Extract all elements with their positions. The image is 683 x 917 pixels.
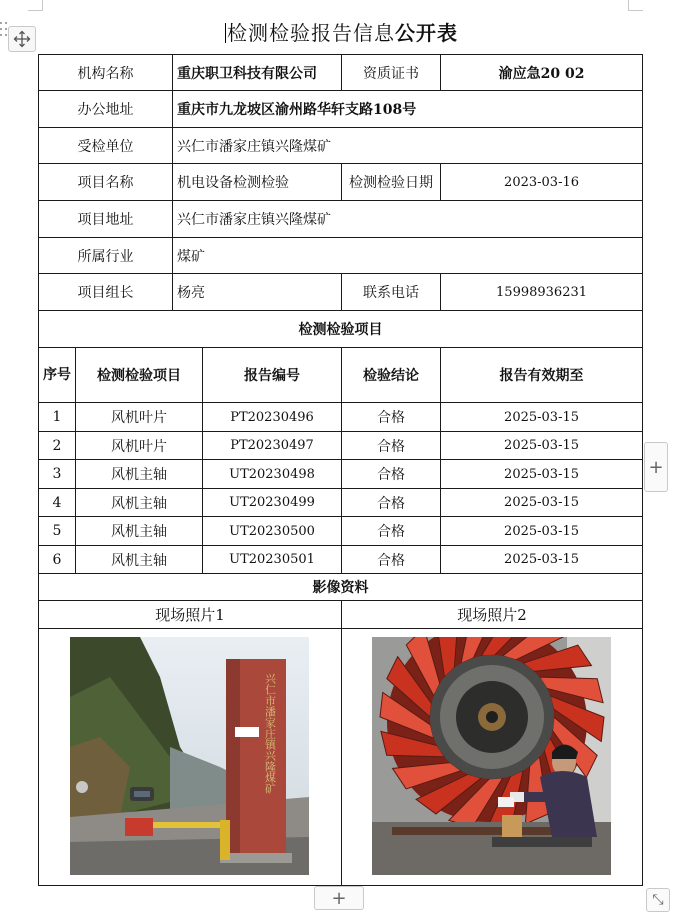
report-table xyxy=(38,54,643,886)
project-name-label: 项目名称 xyxy=(39,164,173,201)
row-item[interactable]: 风机主轴 xyxy=(76,546,203,574)
add-column-button[interactable] xyxy=(644,442,668,492)
row-valid-until[interactable]: 2025-03-15 xyxy=(441,403,643,432)
project-address-value[interactable]: 兴仁市潘家庄镇兴隆煤矿 xyxy=(173,201,643,238)
table-row xyxy=(39,311,643,348)
table-row xyxy=(39,164,643,201)
date-value[interactable]: 2023-03-16 xyxy=(441,164,643,201)
project-address-label: 项目地址 xyxy=(39,201,173,238)
pillar-text: 兴仁市潘家庄镇兴隆煤矿 xyxy=(263,673,277,794)
plus-icon: + xyxy=(331,887,347,909)
row-conclusion[interactable]: 合格 xyxy=(342,460,441,489)
row-no: 2 xyxy=(39,432,76,460)
industry-value[interactable]: 煤矿 xyxy=(173,238,643,274)
leader-label: 项目组长 xyxy=(39,274,173,311)
resize-icon: ⤡ xyxy=(652,892,664,908)
photo1-cell xyxy=(39,629,342,886)
row-item[interactable]: 风机叶片 xyxy=(76,403,203,432)
org-label: 机构名称 xyxy=(39,55,173,91)
table-row xyxy=(39,55,643,91)
table-row xyxy=(39,574,643,601)
table-row xyxy=(39,274,643,311)
date-label: 检测检验日期 xyxy=(342,164,441,201)
address-value[interactable]: 重庆市九龙坡区渝州路华轩支路108号 xyxy=(173,91,643,128)
row-item[interactable]: 风机主轴 xyxy=(76,517,203,546)
row-valid-until[interactable]: 2025-03-15 xyxy=(441,460,643,489)
page-corner-mark-right xyxy=(628,0,643,11)
plus-icon: + xyxy=(648,456,664,478)
table-row xyxy=(39,201,643,238)
row-conclusion[interactable]: 合格 xyxy=(342,403,441,432)
leader-value[interactable]: 杨亮 xyxy=(173,274,342,311)
row-item[interactable]: 风机主轴 xyxy=(76,460,203,489)
table-row xyxy=(39,601,643,629)
table-row xyxy=(39,629,643,886)
header-item: 检测检验项目 xyxy=(76,348,203,403)
inspected-unit-value[interactable]: 兴仁市潘家庄镇兴隆煤矿 xyxy=(173,128,643,164)
header-no: 序号 xyxy=(39,348,76,403)
row-conclusion[interactable]: 合格 xyxy=(342,489,441,517)
table-row xyxy=(39,128,643,164)
add-row-button[interactable] xyxy=(314,886,364,910)
org-value[interactable]: 重庆职卫科技有限公司 xyxy=(173,55,342,91)
row-no: 1 xyxy=(39,403,76,432)
row-item[interactable]: 风机主轴 xyxy=(76,489,203,517)
row-report-no[interactable]: PT20230496 xyxy=(203,403,342,432)
project-name-value[interactable]: 机电设备检测检验 xyxy=(173,164,342,201)
inspected-unit-label: 受检单位 xyxy=(39,128,173,164)
items-section-title: 检测检验项目 xyxy=(39,311,643,348)
photo2-label: 现场照片2 xyxy=(342,601,643,629)
table-row xyxy=(39,432,643,460)
text-cursor xyxy=(225,23,226,43)
row-report-no[interactable]: UT20230500 xyxy=(203,517,342,546)
phone-label: 联系电话 xyxy=(342,274,441,311)
row-report-no[interactable]: UT20230498 xyxy=(203,460,342,489)
table-row xyxy=(39,489,643,517)
row-conclusion[interactable]: 合格 xyxy=(342,432,441,460)
row-valid-until[interactable]: 2025-03-15 xyxy=(441,546,643,574)
row-no: 4 xyxy=(39,489,76,517)
row-report-no[interactable]: UT20230499 xyxy=(203,489,342,517)
row-item[interactable]: 风机叶片 xyxy=(76,432,203,460)
header-conclusion: 检验结论 xyxy=(342,348,441,403)
site-photo-2[interactable] xyxy=(372,637,611,875)
industry-label: 所属行业 xyxy=(39,238,173,274)
cert-label: 资质证书 xyxy=(342,55,441,91)
photo1-label: 现场照片1 xyxy=(39,601,342,629)
images-section-title: 影像资料 xyxy=(39,574,643,601)
table-row xyxy=(39,546,643,574)
row-no: 5 xyxy=(39,517,76,546)
row-valid-until[interactable]: 2025-03-15 xyxy=(441,432,643,460)
address-label: 办公地址 xyxy=(39,91,173,128)
header-valid-until: 报告有效期至 xyxy=(441,348,643,403)
title-bold: 公开表 xyxy=(395,21,458,45)
cert-value[interactable]: 渝应急20 02 xyxy=(441,55,643,91)
site-photo-1[interactable] xyxy=(70,637,309,875)
title-plain: 检测检验报告信息 xyxy=(227,21,395,45)
table-row xyxy=(39,517,643,546)
row-report-no[interactable]: PT20230497 xyxy=(203,432,342,460)
table-row xyxy=(39,91,643,128)
row-conclusion[interactable]: 合格 xyxy=(342,517,441,546)
table-header-row xyxy=(39,348,643,403)
row-report-no[interactable]: UT20230501 xyxy=(203,546,342,574)
page-corner-mark-left xyxy=(28,0,43,11)
row-valid-until[interactable]: 2025-03-15 xyxy=(441,489,643,517)
row-no: 3 xyxy=(39,460,76,489)
table-row xyxy=(39,238,643,274)
photo2-cell xyxy=(342,629,643,886)
row-conclusion[interactable]: 合格 xyxy=(342,546,441,574)
table-row xyxy=(39,460,643,489)
table-resize-handle[interactable] xyxy=(646,888,670,912)
row-valid-until[interactable]: 2025-03-15 xyxy=(441,517,643,546)
header-report-no: 报告编号 xyxy=(203,348,342,403)
phone-value[interactable]: 15998936231 xyxy=(441,274,643,311)
row-no: 6 xyxy=(39,546,76,574)
table-row xyxy=(39,403,643,432)
page-title xyxy=(0,17,683,46)
